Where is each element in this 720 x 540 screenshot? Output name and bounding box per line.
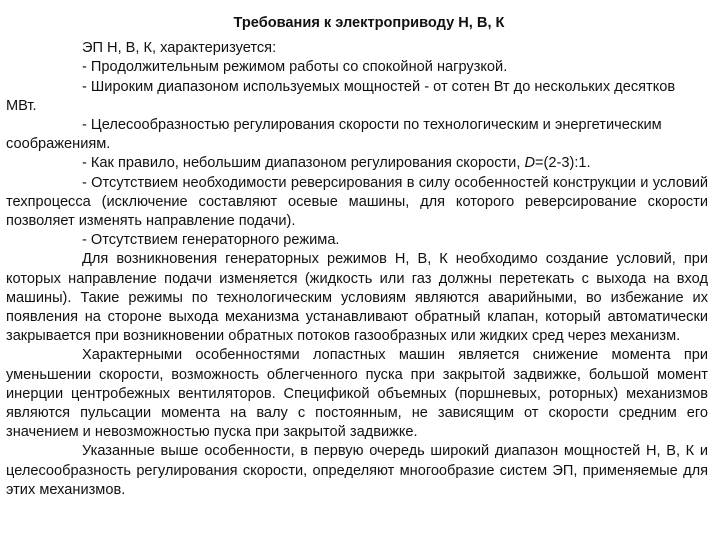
- page-title: Требования к электроприводу Н, В, К: [233, 15, 505, 31]
- paragraph-blade-machines: Характерными особенностями лопастных машин является снижение момента при уменьшении скорости, возможность облегченного пуска при закрытой задвижке, большой момент инерции центробежных вентиляторов. Спецификой объемных (поршневых, роторных) механизмов являются пульсации момента на валу с постоянным, не зависящим от скорости средним его значением и невозможностью пуска при закрытой задвижке.: [6, 347, 708, 441]
- paragraph-item-speed-regulation: - Целесообразностью регулирования скорости по технологическим и энергетическим соображениям.: [6, 117, 662, 153]
- paragraph-item-power-range: - Широким диапазоном используемых мощностей - от сотен Вт до нескольких десятков МВт.: [6, 78, 676, 114]
- paragraph-conclusion: Указанные выше особенности, в первую очередь широкий диапазон мощностей Н, В, К и целесообразность регулирования скорости, определяют многообразие систем ЭП, применяемые для этих механизмов.: [6, 443, 708, 498]
- paragraph-item-no-generator: - Отсутствием генераторного режима.: [82, 232, 340, 249]
- paragraph-item-small-range: [6, 154, 708, 173]
- document-page: [6, 14, 708, 500]
- range-variable: D: [524, 155, 535, 172]
- paragraph-item-no-reversing: - Отсутствием необходимости реверсирования в силу особенностей конструкции и условий техпроцесса (исключение составляют осевые машины, для которого реверсирование скорости позволяет изменять направление подачи).: [6, 174, 708, 230]
- paragraph-intro: ЭП Н, В, К, характеризуется:: [82, 40, 277, 57]
- range-value: =(2-3):1.: [534, 155, 591, 172]
- small-range-text: - Как правило, небольшим диапазоном регулирования скорости,: [82, 155, 525, 172]
- paragraph-generator-conditions: Для возникновения генераторных режимов Н, В, К необходимо создание условий, при которых направление подачи изменяется (жидкость или газ должны перетекать с выхода на вход машины). Такие режимы по технологическим условиям являются аварийными, во избежание их появления на стороне выхода механизма устанавливают обратный клапан, который автоматически закрывается при возникновении обратных потоков газообразных или жидких сред через механизм.: [6, 251, 708, 345]
- paragraph-item-continuous-mode: - Продолжительным режимом работы со спокойной нагрузкой.: [82, 59, 508, 76]
